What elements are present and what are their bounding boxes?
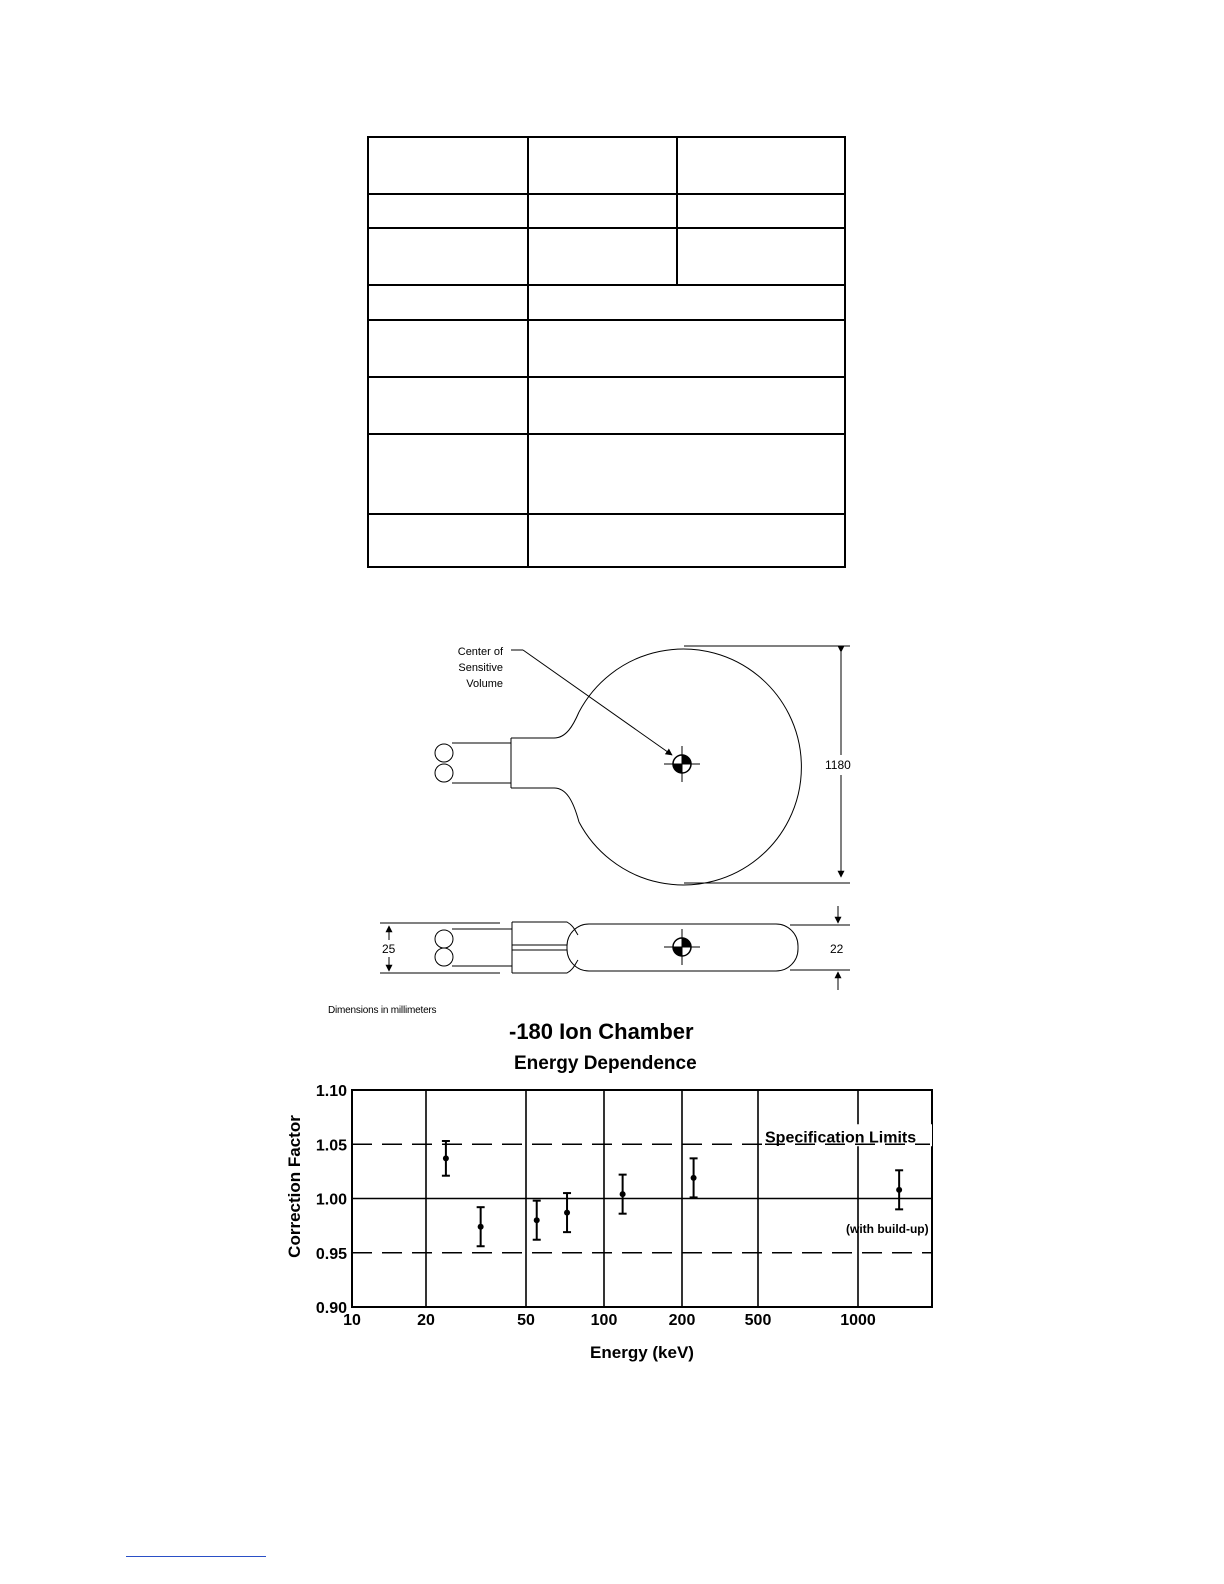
x-tick-label: 200 (668, 1312, 696, 1329)
data-point (691, 1175, 697, 1181)
center-marker-icon (664, 929, 700, 965)
dimensions-note: Dimensions in millimeters (328, 1005, 437, 1016)
x-axis-label: Energy (keV) (590, 1343, 694, 1362)
data-point (534, 1217, 540, 1223)
center-marker-icon (664, 746, 700, 782)
side-cable-loop-lower (435, 948, 453, 966)
x-tick-label: 500 (744, 1312, 772, 1329)
y-axis-label: Correction Factor (285, 1115, 304, 1258)
spec-limits-label: Specification Limits (765, 1129, 917, 1147)
y-tick-label: 1.05 (315, 1137, 347, 1155)
x-tick-label: 50 (517, 1312, 535, 1329)
chart-title: -180 Ion Chamber (509, 1019, 694, 1044)
data-point (620, 1191, 626, 1197)
footer-link-underline[interactable] (126, 1556, 266, 1557)
x-tick-label: 20 (417, 1312, 435, 1329)
center-label-line-1: Center of (457, 646, 503, 658)
data-point (564, 1210, 570, 1216)
side-neck-upper (512, 922, 578, 935)
y-tick-label: 1.10 (315, 1083, 347, 1100)
center-label-line-2: Sensitive (458, 662, 503, 674)
chamber-side-view (380, 906, 850, 990)
x-tick-label: 10 (343, 1312, 361, 1329)
neck-upper (511, 712, 579, 738)
center-label-line-3: Volume (466, 678, 503, 690)
chart-subtitle: Energy Dependence (514, 1053, 697, 1074)
build-up-annotation: (with build-up) (846, 1221, 929, 1236)
data-point (478, 1224, 484, 1230)
side-cable-loop-upper (435, 930, 453, 948)
dimension-thickness-left: 25 (382, 942, 396, 956)
side-neck-lower (512, 960, 578, 973)
cable-loop-lower (435, 764, 453, 782)
data-point (443, 1155, 449, 1161)
energy-dependence-chart (285, 1083, 932, 1362)
leader-arrow (523, 650, 672, 755)
x-tick-label: 1000 (840, 1312, 876, 1329)
data-point (896, 1187, 902, 1193)
y-tick-label: 1.00 (315, 1191, 347, 1209)
x-tick-label: 100 (590, 1312, 618, 1329)
y-tick-label: 0.95 (315, 1245, 347, 1263)
cable-loop-upper (435, 744, 453, 762)
neck-lower (511, 788, 579, 822)
y-tick-label: 0.90 (315, 1300, 347, 1317)
dimension-thickness-right: 22 (830, 942, 844, 956)
dimension-diameter-label: 1180 (825, 758, 851, 772)
